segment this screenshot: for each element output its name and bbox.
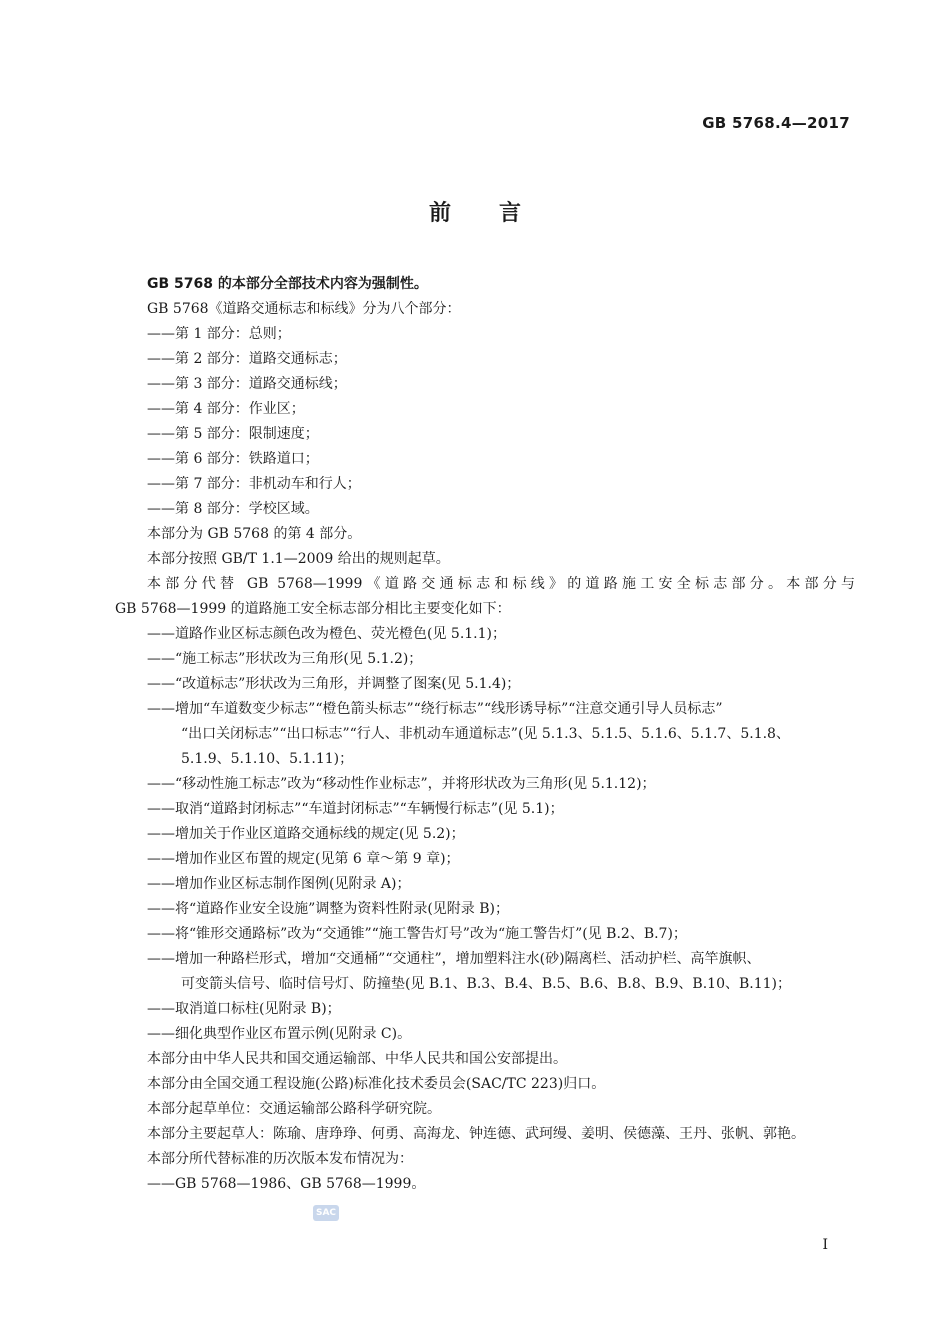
- paragraph-part-number: 本部分为 GB 5768 的第 4 部分。: [147, 526, 362, 542]
- list-item-change-cont: 可变箭头信号、临时信号灯、防撞垫(见 B.1、B.3、B.4、B.5、B.6、B.8、B.9、B.10、B.11)；: [181, 976, 791, 992]
- paragraph-mandatory: GB 5768 的本部分全部技术内容为强制性。: [147, 276, 428, 292]
- list-item-change: ——“移动性施工标志”改为“移动性作业标志”，并将形状改为三角形(见 5.1.12)；: [147, 776, 656, 792]
- list-item-history: ——GB 5768—1986、GB 5768—1999。: [147, 1176, 426, 1192]
- list-item-change-cont: 5.1.9、5.1.10、5.1.11)；: [181, 751, 354, 767]
- paragraph-drafting-unit: 本部分起草单位：交通运输部公路科学研究院。: [147, 1101, 441, 1117]
- list-item-part: ——第 6 部分：铁路道口；: [147, 451, 319, 467]
- list-item-change: ——细化典型作业区布置示例(见附录 C)。: [147, 1026, 412, 1042]
- list-item-part: ——第 3 部分：道路交通标线；: [147, 376, 347, 392]
- list-item-change: ——增加作业区布置的规定(见第 6 章～第 9 章)；: [147, 851, 460, 867]
- list-item-change: ——取消道口标柱(见附录 B)；: [147, 1001, 341, 1017]
- list-item-change: ——“施工标志”形状改为三角形(见 5.1.2)；: [147, 651, 423, 667]
- list-item-change: ——取消“道路封闭标志”“车道封闭标志”“车辆慢行标志”(见 5.1)；: [147, 801, 564, 817]
- foreword-body: [115, 272, 855, 1197]
- paragraph-replaces-cont: GB 5768—1999 的道路施工安全标志部分相比主要变化如下：: [115, 601, 511, 617]
- list-item-change-cont: “出口关闭标志”“出口标志”“行人、非机动车通道标志”(见 5.1.3、5.1.5、5.1.6、5.1.7、5.1.8、: [181, 726, 790, 742]
- paragraph-under-jurisdiction: 本部分由全国交通工程设施(公路)标准化技术委员会(SAC/TC 223)归口。: [147, 1076, 606, 1092]
- list-item-part: ——第 8 部分：学校区域。: [147, 501, 319, 517]
- list-item-part: ——第 1 部分：总则；: [147, 326, 291, 342]
- list-item-part: ——第 5 部分：限制速度；: [147, 426, 319, 442]
- paragraph-parts-intro: GB 5768《道路交通标志和标线》分为八个部分：: [147, 301, 461, 317]
- list-item-part: ——第 7 部分：非机动车和行人；: [147, 476, 361, 492]
- list-item-change: ——增加关于作业区道路交通标线的规定(见 5.2)；: [147, 826, 465, 842]
- list-item-change: ——将“锥形交通路标”改为“交通锥”“施工警告灯号”改为“施工警告灯”(见 B.2、B.7)；: [147, 926, 687, 942]
- list-item-part: ——第 2 部分：道路交通标志；: [147, 351, 347, 367]
- paragraph-drafters: 本部分主要起草人：陈瑜、唐琤琤、何勇、高海龙、钟连德、武珂缦、姜明、侯德藻、王丹、张帆、郭艳。: [147, 1126, 805, 1142]
- list-item-change: ——将“道路作业安全设施”调整为资料性附录(见附录 B)；: [147, 901, 509, 917]
- list-item-change: ——增加作业区标志制作图例(见附录 A)；: [147, 876, 411, 892]
- list-item-change: ——增加“车道数变少标志”“橙色箭头标志”“绕行标志”“线形诱导标”“注意交通引导人员标志”: [147, 701, 723, 717]
- list-item-change: ——“改道标志”形状改为三角形，并调整了图案(见 5.1.4)；: [147, 676, 521, 692]
- paragraph-proposed-by: 本部分由中华人民共和国交通运输部、中华人民共和国公安部提出。: [147, 1051, 567, 1067]
- page-title: 前言: [428, 201, 569, 226]
- list-item-change: ——增加一种路栏形式，增加“交通桶”“交通柱”，增加塑料注水(砂)隔离栏、活动护栏、高竿旗帜、: [147, 951, 761, 967]
- paragraph-history-intro: 本部分所代替标准的历次版本发布情况为：: [147, 1151, 413, 1167]
- list-item-part: ——第 4 部分：作业区；: [147, 401, 305, 417]
- paragraph-drafting-rules: 本部分按照 GB/T 1.1—2009 给出的规则起草。: [147, 551, 450, 567]
- standard-number: GB 5768.4—2017: [702, 114, 850, 132]
- list-item-change: ——道路作业区标志颜色改为橙色、荧光橙色(见 5.1.1)；: [147, 626, 506, 642]
- sac-watermark-logo: SAC: [313, 1205, 339, 1221]
- page-number: I: [822, 1237, 828, 1253]
- paragraph-replaces: 本部分代替 GB 5768—1999《道路交通标志和标线》的道路施工安全标志部分。本部分与: [147, 576, 855, 592]
